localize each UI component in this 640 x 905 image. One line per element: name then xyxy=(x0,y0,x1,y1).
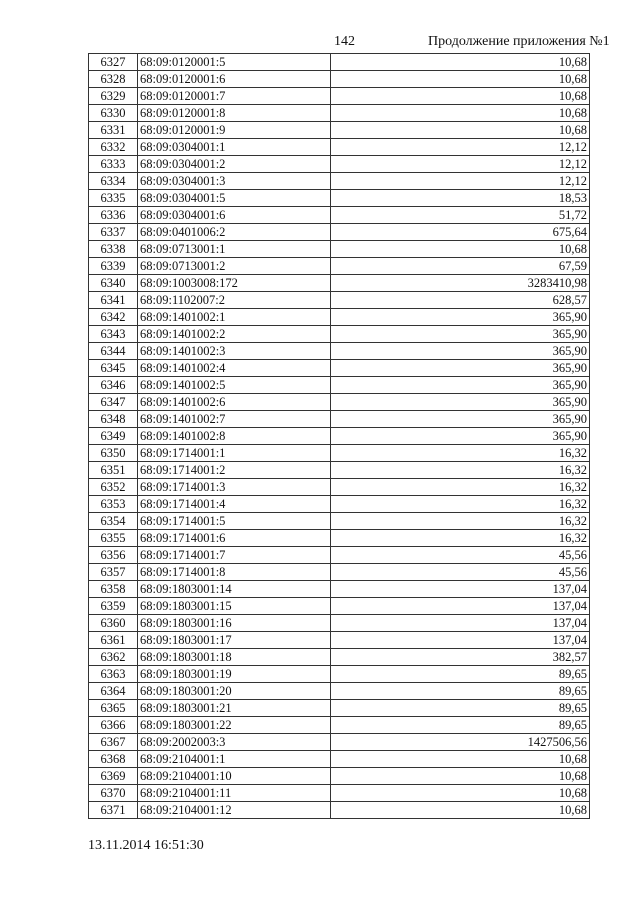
data-table xyxy=(88,53,590,819)
row-value: 89,65 xyxy=(331,700,590,717)
table-row xyxy=(89,241,590,258)
row-number: 6344 xyxy=(89,343,138,360)
row-number: 6339 xyxy=(89,258,138,275)
table-row xyxy=(89,394,590,411)
table-row xyxy=(89,71,590,88)
table-row xyxy=(89,768,590,785)
table-row xyxy=(89,802,590,819)
row-value: 10,68 xyxy=(331,802,590,819)
row-value: 18,53 xyxy=(331,190,590,207)
row-number: 6368 xyxy=(89,751,138,768)
cadastral-number: 68:09:1102007:2 xyxy=(138,292,331,309)
row-value: 12,12 xyxy=(331,173,590,190)
row-value: 89,65 xyxy=(331,683,590,700)
row-value: 16,32 xyxy=(331,513,590,530)
cadastral-number: 68:09:0120001:9 xyxy=(138,122,331,139)
table-row xyxy=(89,224,590,241)
row-number: 6351 xyxy=(89,462,138,479)
cadastral-number: 68:09:1401002:3 xyxy=(138,343,331,360)
row-number: 6361 xyxy=(89,632,138,649)
cadastral-number: 68:09:0304001:3 xyxy=(138,173,331,190)
table-row xyxy=(89,122,590,139)
cadastral-number: 68:09:1803001:16 xyxy=(138,615,331,632)
cadastral-number: 68:09:0401006:2 xyxy=(138,224,331,241)
row-number: 6332 xyxy=(89,139,138,156)
table-row xyxy=(89,190,590,207)
row-number: 6363 xyxy=(89,666,138,683)
table-row xyxy=(89,445,590,462)
row-value: 3283410,98 xyxy=(331,275,590,292)
row-number: 6337 xyxy=(89,224,138,241)
row-number: 6347 xyxy=(89,394,138,411)
row-number: 6348 xyxy=(89,411,138,428)
row-value: 45,56 xyxy=(331,564,590,581)
cadastral-number: 68:09:2104001:11 xyxy=(138,785,331,802)
cadastral-number: 68:09:1714001:3 xyxy=(138,479,331,496)
cadastral-number: 68:09:1714001:6 xyxy=(138,530,331,547)
row-value: 10,68 xyxy=(331,751,590,768)
row-value: 89,65 xyxy=(331,717,590,734)
row-number: 6328 xyxy=(89,71,138,88)
table-row xyxy=(89,326,590,343)
cadastral-number: 68:09:1803001:20 xyxy=(138,683,331,700)
cadastral-number: 68:09:1803001:22 xyxy=(138,717,331,734)
table-row xyxy=(89,275,590,292)
row-value: 1427506,56 xyxy=(331,734,590,751)
cadastral-number: 68:09:0120001:7 xyxy=(138,88,331,105)
table-row xyxy=(89,462,590,479)
table-row xyxy=(89,156,590,173)
row-value: 10,68 xyxy=(331,71,590,88)
table-row xyxy=(89,309,590,326)
cadastral-number: 68:09:0304001:5 xyxy=(138,190,331,207)
row-number: 6357 xyxy=(89,564,138,581)
row-number: 6342 xyxy=(89,309,138,326)
row-number: 6345 xyxy=(89,360,138,377)
row-value: 12,12 xyxy=(331,139,590,156)
cadastral-number: 68:09:0713001:2 xyxy=(138,258,331,275)
row-value: 45,56 xyxy=(331,547,590,564)
table-body xyxy=(89,54,590,819)
row-number: 6350 xyxy=(89,445,138,462)
row-number: 6354 xyxy=(89,513,138,530)
table-row xyxy=(89,581,590,598)
row-value: 10,68 xyxy=(331,88,590,105)
cadastral-number: 68:09:1401002:5 xyxy=(138,377,331,394)
row-number: 6366 xyxy=(89,717,138,734)
row-number: 6353 xyxy=(89,496,138,513)
row-value: 10,68 xyxy=(331,241,590,258)
row-value: 16,32 xyxy=(331,496,590,513)
row-number: 6355 xyxy=(89,530,138,547)
table-row xyxy=(89,547,590,564)
table-row xyxy=(89,751,590,768)
table-row xyxy=(89,88,590,105)
table-row xyxy=(89,564,590,581)
row-number: 6329 xyxy=(89,88,138,105)
row-value: 10,68 xyxy=(331,122,590,139)
row-value: 365,90 xyxy=(331,428,590,445)
row-number: 6358 xyxy=(89,581,138,598)
row-number: 6335 xyxy=(89,190,138,207)
cadastral-number: 68:09:1803001:17 xyxy=(138,632,331,649)
row-number: 6330 xyxy=(89,105,138,122)
row-value: 137,04 xyxy=(331,581,590,598)
cadastral-number: 68:09:0304001:1 xyxy=(138,139,331,156)
row-value: 365,90 xyxy=(331,411,590,428)
row-number: 6370 xyxy=(89,785,138,802)
cadastral-number: 68:09:2002003:3 xyxy=(138,734,331,751)
row-number: 6340 xyxy=(89,275,138,292)
cadastral-number: 68:09:1401002:6 xyxy=(138,394,331,411)
cadastral-number: 68:09:1714001:8 xyxy=(138,564,331,581)
cadastral-number: 68:09:1401002:7 xyxy=(138,411,331,428)
cadastral-number: 68:09:1803001:18 xyxy=(138,649,331,666)
row-number: 6331 xyxy=(89,122,138,139)
cadastral-number: 68:09:2104001:1 xyxy=(138,751,331,768)
row-number: 6327 xyxy=(89,54,138,71)
table-row xyxy=(89,207,590,224)
row-value: 137,04 xyxy=(331,598,590,615)
cadastral-number: 68:09:1714001:5 xyxy=(138,513,331,530)
row-number: 6343 xyxy=(89,326,138,343)
row-value: 137,04 xyxy=(331,615,590,632)
row-number: 6356 xyxy=(89,547,138,564)
row-value: 89,65 xyxy=(331,666,590,683)
row-value: 137,04 xyxy=(331,632,590,649)
row-value: 10,68 xyxy=(331,54,590,71)
row-number: 6367 xyxy=(89,734,138,751)
row-number: 6341 xyxy=(89,292,138,309)
cadastral-number: 68:09:1401002:2 xyxy=(138,326,331,343)
row-number: 6362 xyxy=(89,649,138,666)
row-number: 6349 xyxy=(89,428,138,445)
table-row xyxy=(89,717,590,734)
table-row xyxy=(89,139,590,156)
table-row xyxy=(89,479,590,496)
cadastral-number: 68:09:1803001:15 xyxy=(138,598,331,615)
row-value: 12,12 xyxy=(331,156,590,173)
cadastral-number: 68:09:1714001:2 xyxy=(138,462,331,479)
cadastral-number: 68:09:0713001:1 xyxy=(138,241,331,258)
row-number: 6346 xyxy=(89,377,138,394)
cadastral-number: 68:09:1401002:1 xyxy=(138,309,331,326)
cadastral-number: 68:09:1714001:4 xyxy=(138,496,331,513)
cadastral-number: 68:09:1803001:19 xyxy=(138,666,331,683)
cadastral-number: 68:09:0120001:6 xyxy=(138,71,331,88)
row-value: 365,90 xyxy=(331,377,590,394)
row-number: 6336 xyxy=(89,207,138,224)
table-row xyxy=(89,258,590,275)
table-row xyxy=(89,496,590,513)
table-row xyxy=(89,173,590,190)
row-number: 6369 xyxy=(89,768,138,785)
cadastral-number: 68:09:1401002:8 xyxy=(138,428,331,445)
cadastral-number: 68:09:0304001:6 xyxy=(138,207,331,224)
page-number: 142 xyxy=(334,34,355,49)
row-value: 365,90 xyxy=(331,360,590,377)
row-number: 6364 xyxy=(89,683,138,700)
table-row xyxy=(89,54,590,71)
cadastral-number: 68:09:0304001:2 xyxy=(138,156,331,173)
cadastral-number: 68:09:1401002:4 xyxy=(138,360,331,377)
row-value: 67,59 xyxy=(331,258,590,275)
table-row xyxy=(89,734,590,751)
table-row xyxy=(89,105,590,122)
appendix-title: Продолжение приложения №1 xyxy=(428,34,610,49)
cadastral-number: 68:09:2104001:12 xyxy=(138,802,331,819)
table-row xyxy=(89,292,590,309)
footer-timestamp: 13.11.2014 16:51:30 xyxy=(88,838,204,853)
table-row xyxy=(89,377,590,394)
table-row xyxy=(89,530,590,547)
table-row xyxy=(89,683,590,700)
table-row xyxy=(89,360,590,377)
table-row xyxy=(89,598,590,615)
table-row xyxy=(89,632,590,649)
table-row xyxy=(89,649,590,666)
row-number: 6359 xyxy=(89,598,138,615)
row-number: 6352 xyxy=(89,479,138,496)
table-row xyxy=(89,700,590,717)
row-number: 6360 xyxy=(89,615,138,632)
row-value: 675,64 xyxy=(331,224,590,241)
table-row xyxy=(89,428,590,445)
row-number: 6365 xyxy=(89,700,138,717)
cadastral-number: 68:09:0120001:5 xyxy=(138,54,331,71)
row-number: 6371 xyxy=(89,802,138,819)
row-value: 10,68 xyxy=(331,768,590,785)
row-value: 51,72 xyxy=(331,207,590,224)
cadastral-number: 68:09:1803001:14 xyxy=(138,581,331,598)
row-value: 365,90 xyxy=(331,309,590,326)
row-number: 6334 xyxy=(89,173,138,190)
table-row xyxy=(89,343,590,360)
table-row xyxy=(89,785,590,802)
cadastral-number: 68:09:2104001:10 xyxy=(138,768,331,785)
table-row xyxy=(89,411,590,428)
row-value: 628,57 xyxy=(331,292,590,309)
row-value: 16,32 xyxy=(331,445,590,462)
row-value: 365,90 xyxy=(331,326,590,343)
cadastral-number: 68:09:0120001:8 xyxy=(138,105,331,122)
cadastral-number: 68:09:1714001:7 xyxy=(138,547,331,564)
row-value: 16,32 xyxy=(331,479,590,496)
cadastral-number: 68:09:1803001:21 xyxy=(138,700,331,717)
table-row xyxy=(89,666,590,683)
row-value: 382,57 xyxy=(331,649,590,666)
cadastral-number: 68:09:1714001:1 xyxy=(138,445,331,462)
row-value: 16,32 xyxy=(331,530,590,547)
table-row xyxy=(89,513,590,530)
row-value: 10,68 xyxy=(331,785,590,802)
row-value: 365,90 xyxy=(331,394,590,411)
row-number: 6338 xyxy=(89,241,138,258)
cadastral-number: 68:09:1003008:172 xyxy=(138,275,331,292)
row-number: 6333 xyxy=(89,156,138,173)
row-value: 10,68 xyxy=(331,105,590,122)
row-value: 365,90 xyxy=(331,343,590,360)
table-row xyxy=(89,615,590,632)
row-value: 16,32 xyxy=(331,462,590,479)
